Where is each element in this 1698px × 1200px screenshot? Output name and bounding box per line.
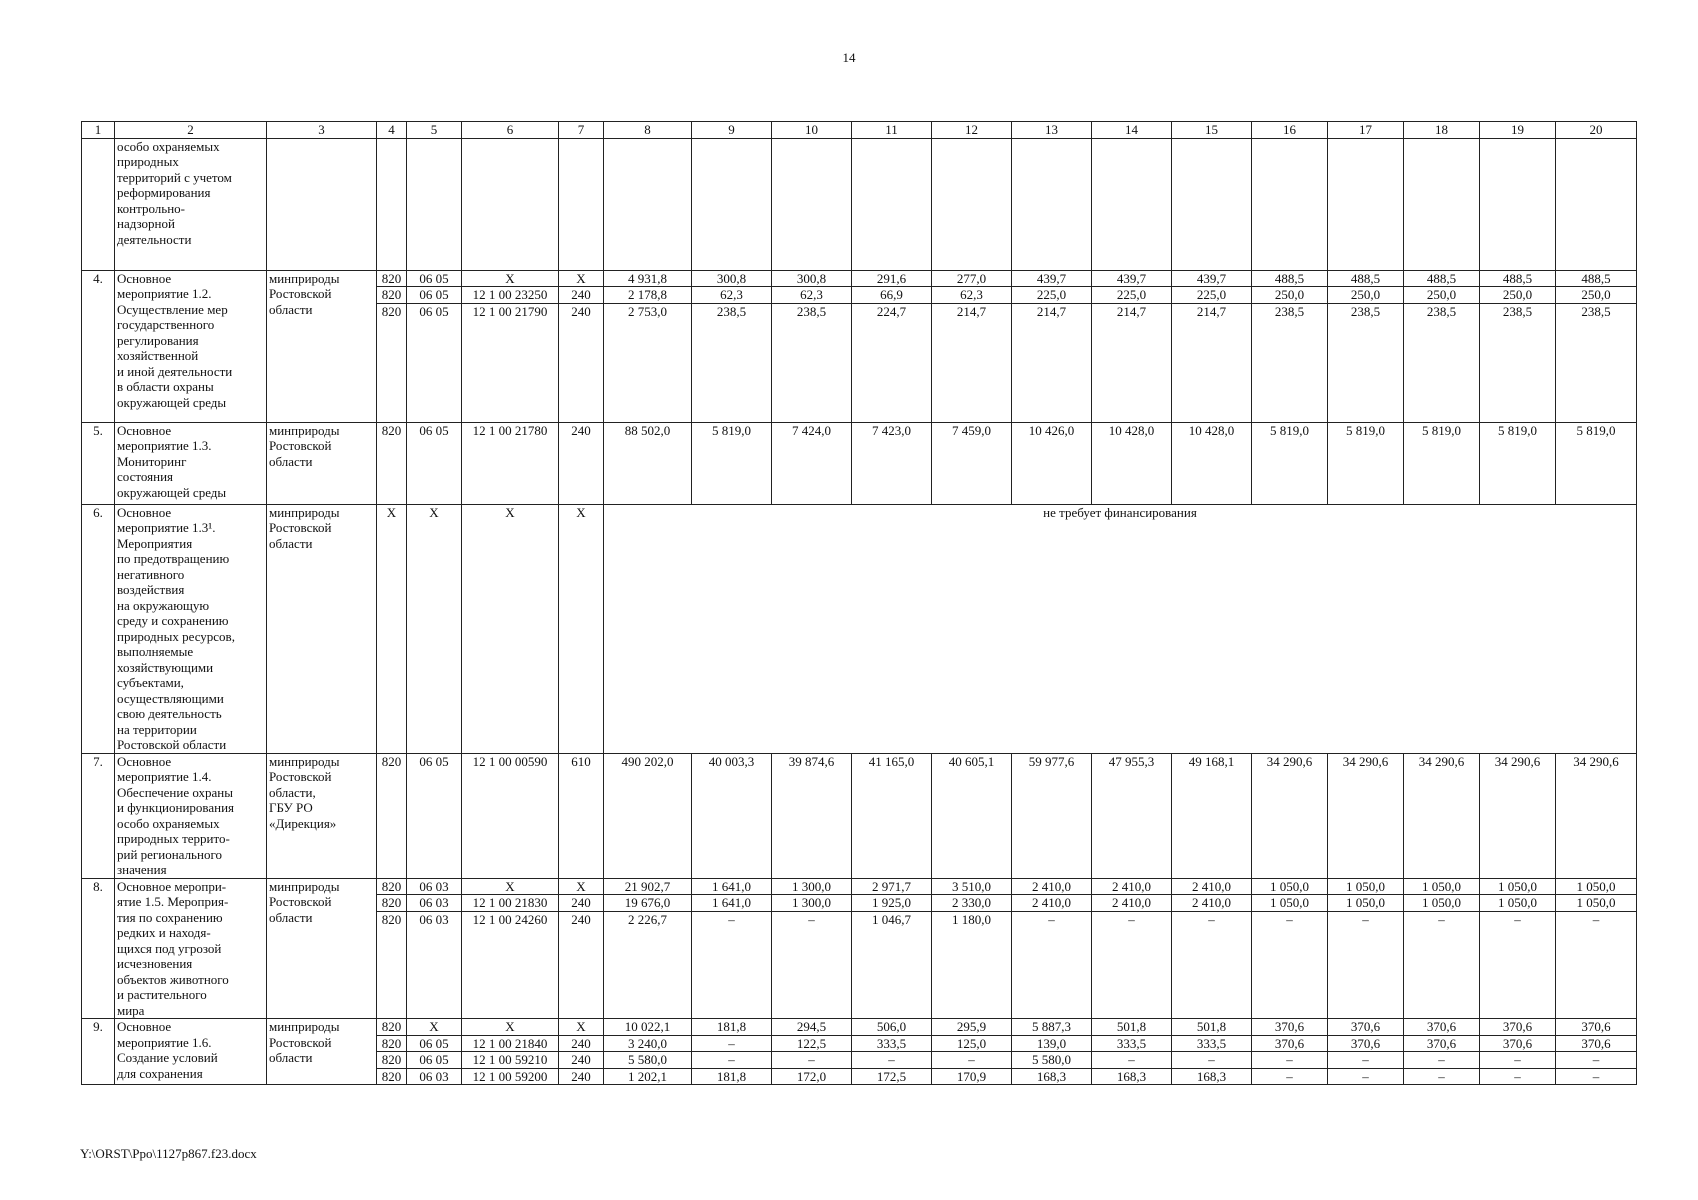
amount-cell: 214,7 — [1012, 303, 1092, 422]
budget-code-cell: 12 1 00 59200 — [462, 1068, 559, 1085]
column-header: 6 — [462, 122, 559, 139]
budget-code-cell: 06 05 — [407, 287, 462, 304]
budget-code-cell: 820 — [377, 1019, 407, 1036]
amount-cell: 370,6 — [1252, 1019, 1328, 1036]
amount-cell: – — [1172, 1052, 1252, 1069]
amount-cell: 1 050,0 — [1252, 895, 1328, 912]
amount-cell: 5 887,3 — [1012, 1019, 1092, 1036]
column-header: 1 — [82, 122, 115, 139]
amount-cell: 10 426,0 — [1012, 422, 1092, 504]
amount-cell: 250,0 — [1480, 287, 1556, 304]
empty-cell — [604, 138, 692, 270]
amount-cell: 1 050,0 — [1480, 878, 1556, 895]
budget-code-cell: 12 1 00 23250 — [462, 287, 559, 304]
amount-cell: 1 050,0 — [1556, 895, 1637, 912]
column-header: 19 — [1480, 122, 1556, 139]
amount-cell: 62,3 — [692, 287, 772, 304]
amount-cell: 1 050,0 — [1556, 878, 1637, 895]
amount-cell: 49 168,1 — [1172, 753, 1252, 878]
amount-cell: 294,5 — [772, 1019, 852, 1036]
amount-cell: 5 819,0 — [1480, 422, 1556, 504]
amount-cell: 295,9 — [932, 1019, 1012, 1036]
amount-cell: 501,8 — [1172, 1019, 1252, 1036]
amount-cell: 370,6 — [1328, 1035, 1404, 1052]
executor: минприроды Ростовской области — [267, 504, 377, 753]
row-number: 4. — [82, 270, 115, 422]
executor: минприроды Ростовской области — [267, 1019, 377, 1085]
amount-cell: 439,7 — [1012, 270, 1092, 287]
amount-cell: 181,8 — [692, 1068, 772, 1085]
amount-cell: 34 290,6 — [1556, 753, 1637, 878]
column-header: 14 — [1092, 122, 1172, 139]
budget-table — [81, 121, 1637, 1085]
table-row — [82, 138, 1637, 270]
amount-cell: 5 819,0 — [1556, 422, 1637, 504]
amount-cell: – — [852, 1052, 932, 1069]
amount-cell: 62,3 — [772, 287, 852, 304]
budget-code-cell: X — [462, 878, 559, 895]
amount-cell: 139,0 — [1012, 1035, 1092, 1052]
amount-cell: 172,0 — [772, 1068, 852, 1085]
amount-cell: – — [1172, 912, 1252, 1019]
amount-cell: – — [1556, 1068, 1637, 1085]
amount-cell: – — [692, 912, 772, 1019]
budget-code-cell: 240 — [559, 912, 604, 1019]
empty-cell — [1252, 138, 1328, 270]
empty-cell — [407, 138, 462, 270]
amount-cell: 238,5 — [772, 303, 852, 422]
amount-cell: 214,7 — [1092, 303, 1172, 422]
budget-code-cell: 820 — [377, 287, 407, 304]
page-number: 14 — [842, 50, 856, 65]
empty-cell — [377, 138, 407, 270]
amount-cell: 168,3 — [1172, 1068, 1252, 1085]
amount-cell: 225,0 — [1012, 287, 1092, 304]
amount-cell: 1 050,0 — [1252, 878, 1328, 895]
table-row — [82, 270, 1637, 287]
executor: минприроды Ростовской области, ГБУ РО «Дирекция» — [267, 753, 377, 878]
budget-code-cell: X — [462, 270, 559, 287]
amount-cell: 214,7 — [1172, 303, 1252, 422]
amount-cell: 1 046,7 — [852, 912, 932, 1019]
amount-cell: – — [772, 912, 852, 1019]
amount-cell: 214,7 — [932, 303, 1012, 422]
budget-code-cell: 820 — [377, 422, 407, 504]
table-row — [82, 878, 1637, 895]
table-row — [82, 422, 1637, 504]
amount-cell: – — [1012, 912, 1092, 1019]
amount-cell: 34 290,6 — [1328, 753, 1404, 878]
row-number: 6. — [82, 504, 115, 753]
amount-cell: 488,5 — [1404, 270, 1480, 287]
activity-name: Основное мероприятие 1.2. Осуществление мер государственного регулирования хозяйственной и иной деятельности в области охраны окружающей среды — [115, 270, 267, 422]
budget-code-cell: 06 03 — [407, 912, 462, 1019]
amount-cell: 59 977,6 — [1012, 753, 1092, 878]
amount-cell: 125,0 — [932, 1035, 1012, 1052]
budget-code-cell: 820 — [377, 912, 407, 1019]
amount-cell: – — [1480, 912, 1556, 1019]
amount-cell: – — [1556, 912, 1637, 1019]
amount-cell: 10 022,1 — [604, 1019, 692, 1036]
budget-code-cell: 820 — [377, 753, 407, 878]
amount-cell: 370,6 — [1404, 1035, 1480, 1052]
amount-cell: 122,5 — [772, 1035, 852, 1052]
budget-code-cell: X — [559, 270, 604, 287]
amount-cell: 168,3 — [1012, 1068, 1092, 1085]
amount-cell: 1 641,0 — [692, 895, 772, 912]
empty-cell — [462, 138, 559, 270]
activity-name: Основное мероприятие 1.3. Мониторинг состояния окружающей среды — [115, 422, 267, 504]
empty-cell — [559, 138, 604, 270]
amount-cell: – — [1252, 1052, 1328, 1069]
amount-cell: – — [932, 1052, 1012, 1069]
amount-cell: 333,5 — [1172, 1035, 1252, 1052]
amount-cell: 370,6 — [1556, 1035, 1637, 1052]
empty-cell — [1480, 138, 1556, 270]
amount-cell: 5 819,0 — [1404, 422, 1480, 504]
budget-code-cell: 06 05 — [407, 303, 462, 422]
budget-code-cell: 06 05 — [407, 422, 462, 504]
budget-code-cell: 820 — [377, 303, 407, 422]
amount-cell: 250,0 — [1556, 287, 1637, 304]
amount-cell: 1 300,0 — [772, 895, 852, 912]
amount-cell: 224,7 — [852, 303, 932, 422]
column-header: 20 — [1556, 122, 1637, 139]
budget-code-cell: 240 — [559, 303, 604, 422]
amount-cell: 300,8 — [772, 270, 852, 287]
budget-code-cell: 820 — [377, 895, 407, 912]
budget-code-cell: 12 1 00 59210 — [462, 1052, 559, 1069]
activity-name: особо охраняемых природных территорий с учетом реформирования контрольно- надзорной деятельности — [115, 138, 267, 270]
budget-code-cell: 610 — [559, 753, 604, 878]
amount-cell: 277,0 — [932, 270, 1012, 287]
amount-cell: 490 202,0 — [604, 753, 692, 878]
amount-cell: 250,0 — [1328, 287, 1404, 304]
amount-cell: 5 580,0 — [1012, 1052, 1092, 1069]
amount-cell: 250,0 — [1404, 287, 1480, 304]
amount-cell: 488,5 — [1328, 270, 1404, 287]
amount-cell: 168,3 — [1092, 1068, 1172, 1085]
amount-cell: 1 050,0 — [1328, 895, 1404, 912]
executor: минприроды Ростовской области — [267, 878, 377, 1019]
amount-cell: 488,5 — [1556, 270, 1637, 287]
amount-cell: 40 605,1 — [932, 753, 1012, 878]
activity-name: Основное мероприятие 1.3¹. Мероприятия по предотвращению негативного воздействия на окружающую среду и сохранению природных ресурсов, выполняемые хозяйствующими субъектами, осуществляющими свою деятельность на территории Ростовской области — [115, 504, 267, 753]
budget-code-cell: 06 05 — [407, 270, 462, 287]
amount-cell: 291,6 — [852, 270, 932, 287]
budget-code-cell: 12 1 00 21780 — [462, 422, 559, 504]
amount-cell: – — [1404, 1052, 1480, 1069]
table-row — [82, 1019, 1637, 1036]
amount-cell: – — [1252, 1068, 1328, 1085]
column-header: 3 — [267, 122, 377, 139]
amount-cell: 238,5 — [1404, 303, 1480, 422]
row-number: 9. — [82, 1019, 115, 1085]
empty-cell — [852, 138, 932, 270]
empty-cell — [1328, 138, 1404, 270]
amount-cell: 238,5 — [1556, 303, 1637, 422]
amount-cell: 1 050,0 — [1404, 895, 1480, 912]
empty-cell — [1404, 138, 1480, 270]
column-header: 17 — [1328, 122, 1404, 139]
amount-cell: 370,6 — [1556, 1019, 1637, 1036]
amount-cell: 10 428,0 — [1172, 422, 1252, 504]
budget-code-cell: X — [559, 878, 604, 895]
column-header: 8 — [604, 122, 692, 139]
amount-cell: 1 180,0 — [932, 912, 1012, 1019]
amount-cell: 5 819,0 — [1328, 422, 1404, 504]
column-header: 9 — [692, 122, 772, 139]
column-header: 10 — [772, 122, 852, 139]
amount-cell: 370,6 — [1480, 1019, 1556, 1036]
budget-code-cell: 820 — [377, 1035, 407, 1052]
amount-cell: – — [1480, 1068, 1556, 1085]
row-number: 7. — [82, 753, 115, 878]
amount-cell: 4 931,8 — [604, 270, 692, 287]
amount-cell: 1 202,1 — [604, 1068, 692, 1085]
amount-cell: 333,5 — [852, 1035, 932, 1052]
amount-cell: 1 300,0 — [772, 878, 852, 895]
budget-code-cell: X — [559, 1019, 604, 1036]
budget-code-cell: 240 — [559, 1035, 604, 1052]
amount-cell: 41 165,0 — [852, 753, 932, 878]
budget-code-cell: X — [559, 504, 604, 753]
budget-code-cell: X — [462, 504, 559, 753]
header-row — [82, 122, 1637, 139]
amount-cell: 225,0 — [1092, 287, 1172, 304]
empty-cell — [267, 138, 377, 270]
amount-cell: 66,9 — [852, 287, 932, 304]
empty-cell — [692, 138, 772, 270]
budget-code-cell: 820 — [377, 270, 407, 287]
amount-cell: 2 330,0 — [932, 895, 1012, 912]
budget-code-cell: 240 — [559, 1068, 604, 1085]
activity-name: Основное мероприятие 1.4. Обеспечение охраны и функционирования особо охраняемых природных террито- рий регионального значения — [115, 753, 267, 878]
budget-code-cell: X — [407, 504, 462, 753]
amount-cell: 238,5 — [1328, 303, 1404, 422]
budget-code-cell: 06 03 — [407, 895, 462, 912]
empty-cell — [1556, 138, 1637, 270]
amount-cell: 3 510,0 — [932, 878, 1012, 895]
table-row — [82, 504, 1637, 753]
empty-cell — [932, 138, 1012, 270]
empty-cell — [1172, 138, 1252, 270]
column-header: 12 — [932, 122, 1012, 139]
column-header: 4 — [377, 122, 407, 139]
amount-cell: 2 753,0 — [604, 303, 692, 422]
amount-cell: 238,5 — [1480, 303, 1556, 422]
amount-cell: – — [692, 1052, 772, 1069]
amount-cell: 62,3 — [932, 287, 1012, 304]
activity-name: Основное мероприятие 1.6. Создание условий для сохранения — [115, 1019, 267, 1085]
amount-cell: 250,0 — [1252, 287, 1328, 304]
budget-code-cell: 240 — [559, 287, 604, 304]
amount-cell: 2 410,0 — [1172, 878, 1252, 895]
executor: минприроды Ростовской области — [267, 270, 377, 422]
amount-cell: 225,0 — [1172, 287, 1252, 304]
amount-cell: 1 641,0 — [692, 878, 772, 895]
amount-cell: – — [1328, 1052, 1404, 1069]
amount-cell: 2 971,7 — [852, 878, 932, 895]
amount-cell: 2 410,0 — [1172, 895, 1252, 912]
amount-cell: 370,6 — [1480, 1035, 1556, 1052]
budget-code-cell: 820 — [377, 1052, 407, 1069]
amount-cell: 1 925,0 — [852, 895, 932, 912]
amount-cell: – — [1092, 912, 1172, 1019]
amount-cell: 40 003,3 — [692, 753, 772, 878]
amount-cell: 7 424,0 — [772, 422, 852, 504]
amount-cell: 1 050,0 — [1404, 878, 1480, 895]
amount-cell: – — [1404, 1068, 1480, 1085]
empty-cell — [1012, 138, 1092, 270]
empty-cell — [1092, 138, 1172, 270]
amount-cell: 488,5 — [1252, 270, 1328, 287]
budget-code-cell: 06 05 — [407, 1052, 462, 1069]
amount-cell: 172,5 — [852, 1068, 932, 1085]
column-header: 11 — [852, 122, 932, 139]
amount-cell: 2 410,0 — [1092, 878, 1172, 895]
budget-code-cell: 12 1 00 21830 — [462, 895, 559, 912]
amount-cell: 39 874,6 — [772, 753, 852, 878]
column-header: 18 — [1404, 122, 1480, 139]
amount-cell: 5 580,0 — [604, 1052, 692, 1069]
budget-code-cell: 12 1 00 24260 — [462, 912, 559, 1019]
budget-code-cell: 820 — [377, 1068, 407, 1085]
amount-cell: 170,9 — [932, 1068, 1012, 1085]
amount-cell: 333,5 — [1092, 1035, 1172, 1052]
column-header: 2 — [115, 122, 267, 139]
amount-cell: 238,5 — [692, 303, 772, 422]
amount-cell: – — [1556, 1052, 1637, 1069]
budget-code-cell: 240 — [559, 1052, 604, 1069]
budget-code-cell: 240 — [559, 895, 604, 912]
amount-cell: 439,7 — [1092, 270, 1172, 287]
amount-cell: 181,8 — [692, 1019, 772, 1036]
amount-cell: 34 290,6 — [1480, 753, 1556, 878]
column-header: 5 — [407, 122, 462, 139]
amount-cell: 10 428,0 — [1092, 422, 1172, 504]
amount-cell: 2 410,0 — [1012, 878, 1092, 895]
amount-cell: 501,8 — [1092, 1019, 1172, 1036]
amount-cell: 370,6 — [1328, 1019, 1404, 1036]
amount-cell: 47 955,3 — [1092, 753, 1172, 878]
amount-cell: 5 819,0 — [692, 422, 772, 504]
amount-cell: 7 423,0 — [852, 422, 932, 504]
budget-code-cell: X — [407, 1019, 462, 1036]
amount-cell: 2 226,7 — [604, 912, 692, 1019]
amount-cell: – — [1404, 912, 1480, 1019]
amount-cell: 506,0 — [852, 1019, 932, 1036]
amount-cell: 370,6 — [1252, 1035, 1328, 1052]
amount-cell: – — [692, 1035, 772, 1052]
amount-cell: – — [1328, 912, 1404, 1019]
column-header: 16 — [1252, 122, 1328, 139]
amount-cell: 238,5 — [1252, 303, 1328, 422]
amount-cell: – — [1092, 1052, 1172, 1069]
amount-cell: – — [1480, 1052, 1556, 1069]
row-number: 5. — [82, 422, 115, 504]
budget-code-cell: 06 03 — [407, 878, 462, 895]
budget-code-cell: 06 03 — [407, 1068, 462, 1085]
table-row — [82, 753, 1637, 878]
budget-code-cell: 06 05 — [407, 1035, 462, 1052]
amount-cell: – — [1252, 912, 1328, 1019]
column-header: 13 — [1012, 122, 1092, 139]
footer-file-path: Y:\ORST\Ppo\1127p867.f23.docx — [80, 1146, 257, 1161]
amount-cell: – — [1328, 1068, 1404, 1085]
amount-cell: 19 676,0 — [604, 895, 692, 912]
budget-code-cell: 12 1 00 00590 — [462, 753, 559, 878]
amount-cell: 2 410,0 — [1092, 895, 1172, 912]
budget-code-cell: 06 05 — [407, 753, 462, 878]
budget-code-cell: 820 — [377, 878, 407, 895]
executor: минприроды Ростовской области — [267, 422, 377, 504]
amount-cell: 88 502,0 — [604, 422, 692, 504]
column-header: 7 — [559, 122, 604, 139]
column-header: 15 — [1172, 122, 1252, 139]
amount-cell: 370,6 — [1404, 1019, 1480, 1036]
budget-code-cell: 12 1 00 21790 — [462, 303, 559, 422]
amount-cell: 5 819,0 — [1252, 422, 1328, 504]
amount-cell: 300,8 — [692, 270, 772, 287]
row-number — [82, 138, 115, 270]
amount-cell: 2 178,8 — [604, 287, 692, 304]
amount-cell: – — [772, 1052, 852, 1069]
activity-name: Основное меропри- ятие 1.5. Мероприя- тия по сохранению редких и находя- щихся под угрозой исчезновения объектов животного и растительного мира — [115, 878, 267, 1019]
amount-cell: 7 459,0 — [932, 422, 1012, 504]
amount-cell: 21 902,7 — [604, 878, 692, 895]
row-number: 8. — [82, 878, 115, 1019]
empty-cell — [772, 138, 852, 270]
amount-cell: 1 050,0 — [1480, 895, 1556, 912]
budget-code-cell: X — [377, 504, 407, 753]
amount-cell: 3 240,0 — [604, 1035, 692, 1052]
amount-cell: 34 290,6 — [1252, 753, 1328, 878]
amount-cell: 1 050,0 — [1328, 878, 1404, 895]
budget-code-cell: 240 — [559, 422, 604, 504]
amount-cell: 2 410,0 — [1012, 895, 1092, 912]
budget-code-cell: 12 1 00 21840 — [462, 1035, 559, 1052]
amount-cell: 439,7 — [1172, 270, 1252, 287]
budget-code-cell: X — [462, 1019, 559, 1036]
amount-cell: 488,5 — [1480, 270, 1556, 287]
funding-note: не требует финансирования — [604, 504, 1637, 753]
amount-cell: 34 290,6 — [1404, 753, 1480, 878]
